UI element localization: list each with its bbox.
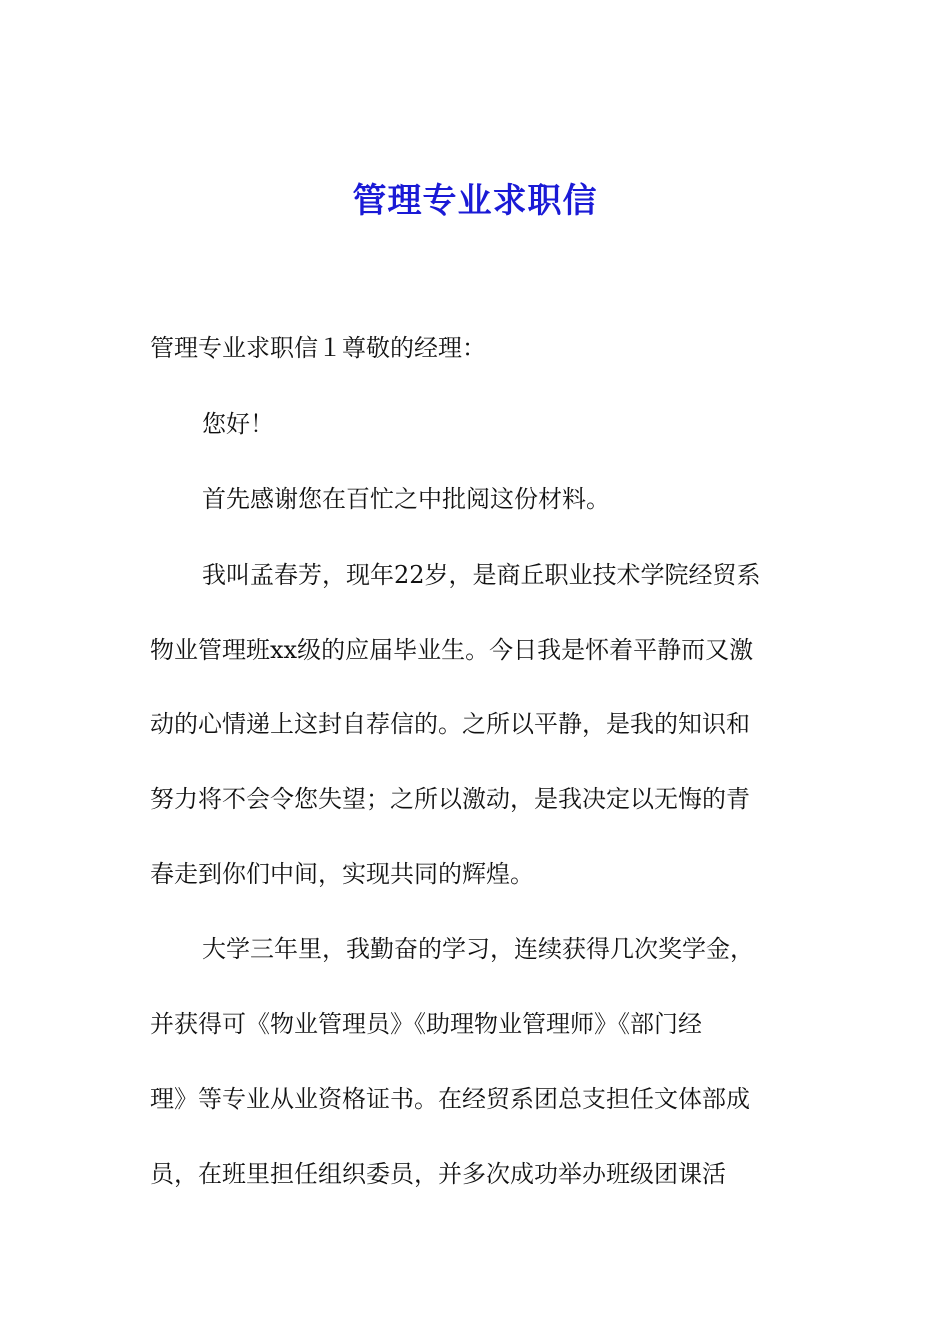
text-line: 春走到你们中间，实现共同的辉煌。 <box>150 860 534 888</box>
text-line: 理》等专业从业资格证书。在经贸系团总支担任文体部成 <box>150 1085 750 1113</box>
text-line: 努力将不会令您失望；之所以激动，是我决定以无悔的青 <box>150 785 750 813</box>
text-line: 并获得可《物业管理员》《助理物业管理师》《部门经 <box>150 1010 702 1038</box>
text-line: 物业管理班xx级的应届毕业生。今日我是怀着平静而又激 <box>150 636 754 664</box>
text-line: 您好！ <box>202 410 274 438</box>
text-line: 我叫孟春芳，现年22岁，是商丘职业技术学院经贸系 <box>202 561 761 589</box>
text-line: 大学三年里，我勤奋的学习，连续获得几次奖学金， <box>202 935 754 963</box>
text-line: 动的心情递上这封自荐信的。之所以平静，是我的知识和 <box>150 710 750 738</box>
document-title: 管理专业求职信 <box>352 181 598 221</box>
text-line: 管理专业求职信１尊敬的经理： <box>150 334 486 362</box>
text-line: 员，在班里担任组织委员，并多次成功举办班级团课活 <box>150 1160 726 1188</box>
text-line: 首先感谢您在百忙之中批阅这份材料。 <box>202 485 610 513</box>
